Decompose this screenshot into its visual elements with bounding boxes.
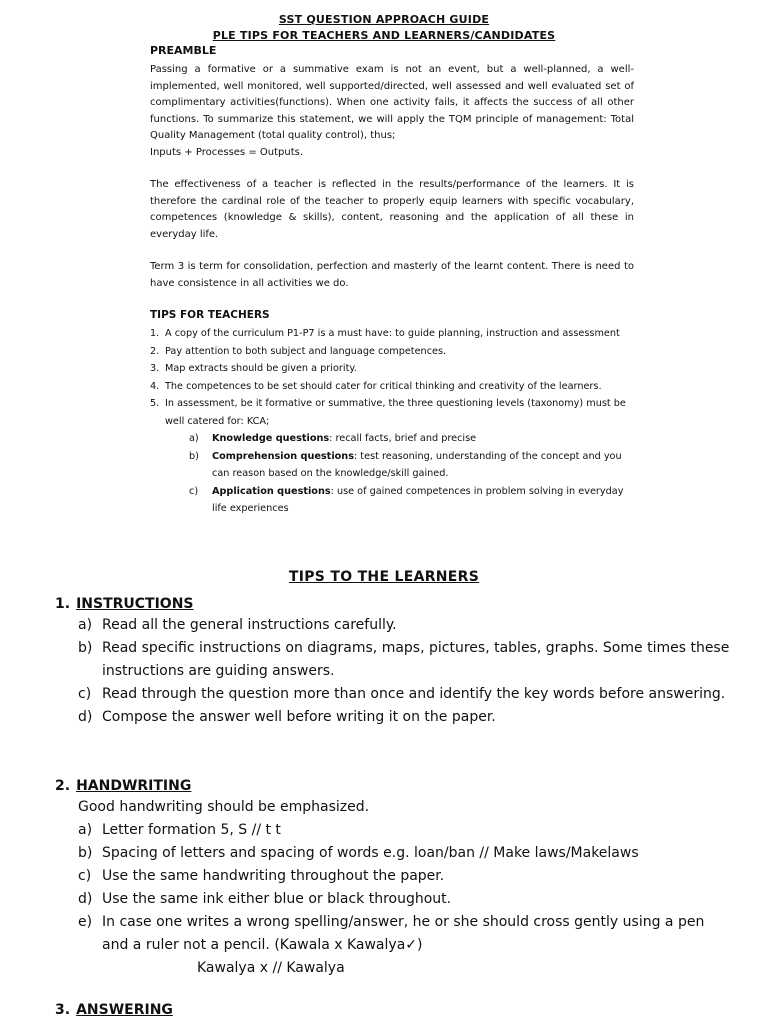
handwriting-example: Kawalya x // Kawalya bbox=[197, 960, 345, 976]
document-title: SST QUESTION APPROACH GUIDE bbox=[278, 13, 490, 26]
list-item: d) Use the same ink either blue or black throughout. bbox=[78, 891, 452, 907]
section-heading: 1. INSTRUCTIONS bbox=[55, 596, 194, 612]
list-item: 5. In assessment, be it formative or summative, the three questioning levels (taxonomy) must be well catered for: KCA; a) Knowledge questions: recall facts, brief and precise b) Comprehension questions: test reasoning, understanding of the concept and you can reason based on the knowledge/skill gained. c) Application questions: use of gained competences in problem solving in everyday life experiences bbox=[150, 395, 636, 518]
list-item: b) Read specific instructions on diagrams, maps, pictures, tables, graphs. Some times these instructions are guiding answers. bbox=[78, 640, 730, 679]
list-item: 1. A copy of the curriculum P1-P7 is a must have: to guide planning, instruction and assessment bbox=[150, 328, 620, 339]
list-item: 2. Pay attention to both subject and language competences. bbox=[150, 345, 447, 357]
teachers-tips-list bbox=[150, 325, 636, 518]
list-item: 4. The competences to be set should cater for critical thinking and creativity of the learners. bbox=[150, 380, 602, 392]
list-item: c) Read through the question more than once and identify the key words before answering. bbox=[78, 686, 726, 702]
list-item: c) Use the same handwriting throughout the paper. bbox=[78, 868, 445, 884]
teachers-tips-heading: TIPS FOR TEACHERS bbox=[150, 309, 270, 321]
list-item: a) Read all the general instructions carefully. bbox=[78, 617, 397, 633]
handwriting-intro: Good handwriting should be emphasized. bbox=[78, 799, 370, 815]
section-instructions bbox=[55, 594, 735, 729]
list-item: a) Knowledge questions: recall facts, brief and precise bbox=[189, 433, 477, 444]
list-item: 3. Map extracts should be given a priority. bbox=[150, 363, 357, 374]
preamble-paragraph-3: Term 3 is term for consolidation, perfection and masterly of the learnt content. There is need to have consistence in all activities we do. bbox=[150, 261, 634, 289]
list-item: a) Letter formation 5, S // t t bbox=[78, 822, 281, 838]
list-item: b) Comprehension questions: test reasoning, understanding of the concept and you can reason based on the knowledge/skill gained. bbox=[189, 450, 622, 479]
preamble-section bbox=[150, 62, 634, 161]
document-subtitle: PLE TIPS FOR TEACHERS AND LEARNERS/CANDIDATES bbox=[212, 29, 556, 42]
handwriting-list bbox=[55, 819, 735, 957]
kca-sublist bbox=[165, 430, 636, 518]
preamble-paragraph-3-block bbox=[150, 259, 634, 292]
list-item: d) Compose the answer well before writing it on the paper. bbox=[78, 709, 496, 725]
preamble-paragraph-1: Passing a formative or a summative exam is not an event, but a well-planned, a well-implemented, well monitored, well supported/directed, well assessed and well evaluated set of complimentary activities(functions). When one activity fails, it affects the success of all other functions. To summarize this statement, we will apply the TQM principle of management: Total Quality Management (total quality control), thus; bbox=[150, 64, 634, 141]
section-heading: 3. ANSWERING bbox=[55, 1002, 173, 1018]
list-item: b) Spacing of letters and spacing of words e.g. loan/ban // Make laws/Makelaws bbox=[78, 845, 639, 861]
preamble-paragraph-2: The effectiveness of a teacher is reflected in the results/performance of the learners. It is therefore the cardinal role of the teacher to properly equip learners with specific vocabulary, competences (knowledge & skills), content, reasoning and the application of all these in everyday life. bbox=[150, 179, 634, 240]
section-answering bbox=[55, 1000, 735, 1020]
section-handwriting bbox=[55, 776, 735, 980]
instructions-list bbox=[55, 614, 735, 729]
preamble-formula: Inputs + Processes = Outputs. bbox=[150, 146, 303, 158]
list-item: e) In case one writes a wrong spelling/answer, he or she should cross gently using a pen and a ruler not a pencil. (Kawala x Kawalya✓) bbox=[78, 914, 705, 953]
learners-tips-title: TIPS TO THE LEARNERS bbox=[288, 569, 480, 585]
list-item: c) Application questions: use of gained competences in problem solving in everyday life experiences bbox=[189, 485, 624, 514]
preamble-heading: PREAMBLE bbox=[150, 44, 217, 57]
section-heading: 2. HANDWRITING bbox=[55, 778, 192, 794]
preamble-paragraph-2-block bbox=[150, 177, 634, 243]
